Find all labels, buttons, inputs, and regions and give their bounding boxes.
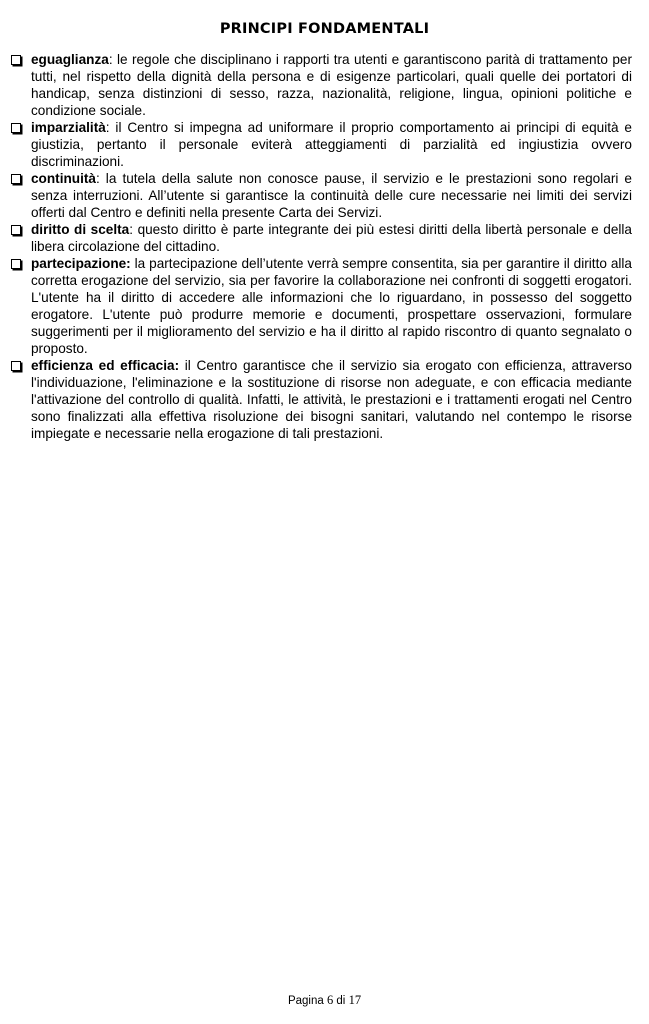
principle-text: la tutela della salute non conosce pause, il servizio e le prestazioni sono regolari e senza interruzioni. All’utente si garantisce la continuità delle cure necessarie nei limiti dei servizi offerti dal Centro e definiti nella presente Carta dei Servizi.: [31, 171, 632, 220]
principle-diritto-di-scelta: [10, 221, 632, 255]
principle-term: eguaglianza: [31, 52, 109, 67]
principle-separator: :: [105, 120, 110, 135]
footer-page-label: Pagina: [287, 995, 324, 1007]
checkbox-icon: [11, 225, 21, 235]
footer-page-total: 17: [348, 993, 362, 1007]
principle-text: il Centro si impegna ad uniformare il proprio comportamento ai principi di equità e giustizia, pertanto il personale eviterà atteggiamenti di parzialità ed ingiustizia ovvero discriminazioni.: [31, 120, 632, 169]
page-title: PRINCIPI FONDAMENTALI: [219, 21, 430, 37]
principle-text: questo diritto è parte integrante dei più estesi diritti della libertà personale e della libera circolazione del cittadino.: [31, 222, 632, 254]
principle-text: la partecipazione dell’utente verrà sempre consentita, sia per garantire il diritto alla corretta erogazione del servizio, sia per favorire la collaborazione nei confronti di soggetti erogatori. L'utente ha il diritto di accedere alle informazioni che lo riguardano, in possesso del soggetto erogatore. L'utente può produrre memorie e documenti, prospettare osservazioni, formulare suggerimenti per il miglioramento del servizio e ha il diritto al rapido riscontro di quanto segnalato o proposto.: [31, 256, 632, 356]
principle-imparzialita: [10, 119, 632, 170]
footer-page-number: 6: [326, 993, 334, 1007]
principle-term: partecipazione:: [31, 256, 131, 271]
principle-text: le regole che disciplinano i rapporti tra utenti e garantiscono parità di trattamento per tutti, nel rispetto della dignità della persona e di esigenze particolari, quali quelle dei portatori di handicap, senza distinzioni di sesso, razza, nazionalità, religione, lingua, opinioni politiche e condizione sociale.: [31, 52, 632, 118]
principle-separator: :: [129, 222, 134, 237]
principle-partecipazione: [10, 255, 632, 357]
checkbox-icon: [11, 55, 21, 65]
checkbox-icon: [11, 123, 21, 133]
principle-term: continuità: [31, 171, 96, 186]
principle-separator: :: [95, 171, 100, 186]
principle-separator: :: [108, 52, 113, 67]
principle-term: diritto di scelta: [31, 222, 130, 237]
principle-term: imparzialità: [31, 120, 106, 135]
footer-of-label: di: [336, 995, 346, 1007]
page-footer: [0, 993, 649, 1008]
principle-term: efficienza ed efficacia:: [31, 358, 180, 373]
principle-eguaglianza: [10, 51, 632, 119]
checkbox-icon: [11, 174, 21, 184]
principles-list: [10, 51, 632, 442]
checkbox-icon: [11, 361, 21, 371]
principle-continuita: [10, 170, 632, 221]
principle-efficienza-ed-efficacia: [10, 357, 632, 442]
principle-text: il Centro garantisce che il servizio sia erogato con efficienza, attraverso l'individuazione, l'eliminazione e la sostituzione di risorse non adeguate, e con efficacia mediante l'attivazione del controllo di qualità. Infatti, le attività, le prestazioni e i trattamenti erogati nel Centro sono finalizzati alla effettiva risoluzione dei bisogni sanitari, valutando nel contempo le risorse impiegate e necessarie nella erogazione di tali prestazioni.: [31, 358, 632, 441]
checkbox-icon: [11, 259, 21, 269]
